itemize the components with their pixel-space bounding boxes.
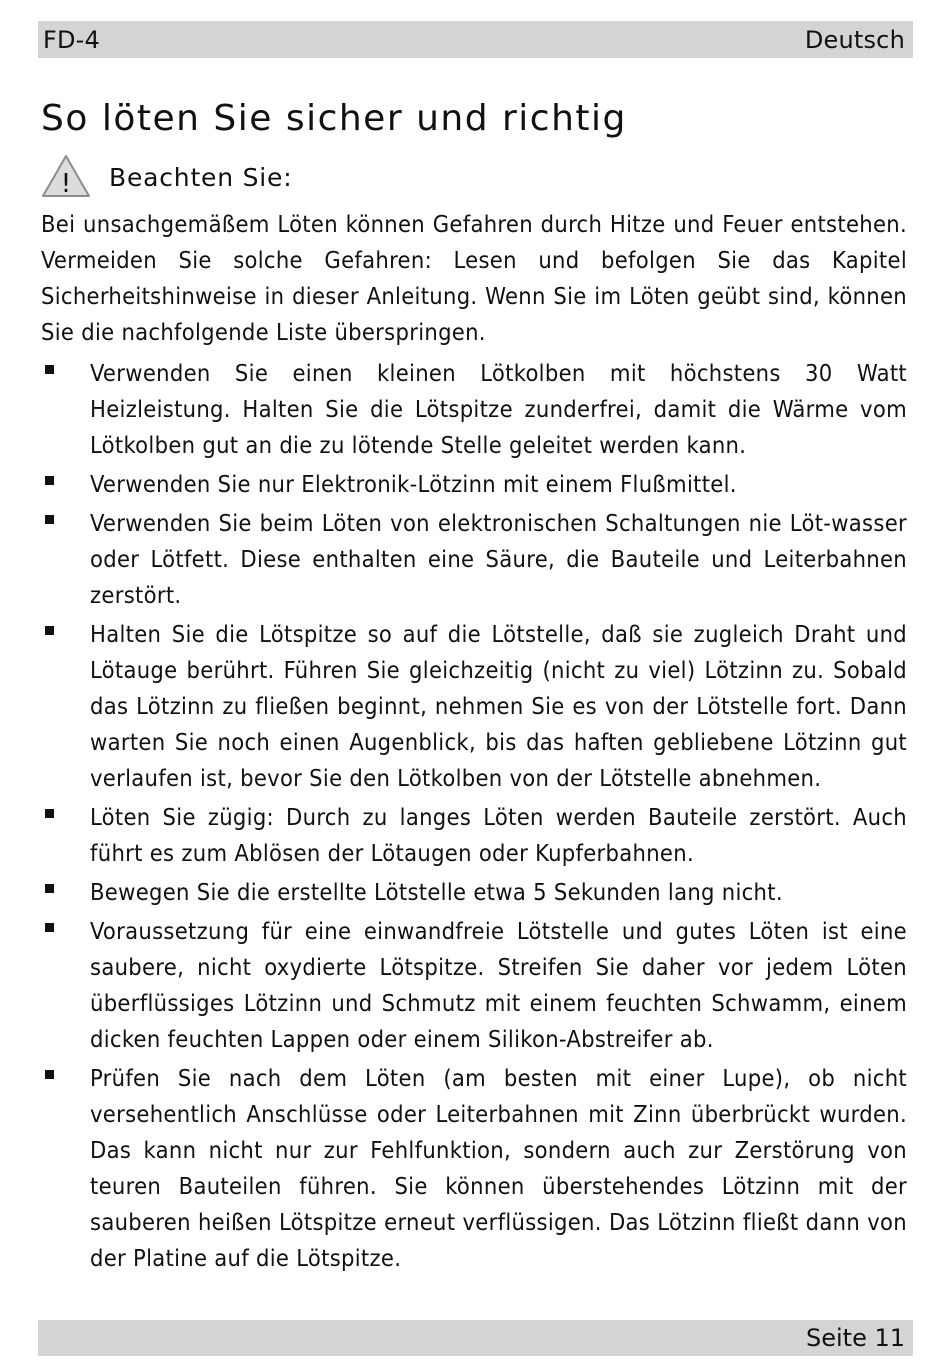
list-item-text: Voraussetzung für eine einwandfreie Lötstelle und gutes Löten ist eine saubere, nicht oxydierte Lötspitze. Streifen Sie daher vor jedem Löten überflüssiges Lötzinn und Schmutz mit einem feuchten Schwamm, einem dicken feuchten Lappen oder einem Silikon-Abstreifer ab. bbox=[90, 917, 907, 1053]
list-item bbox=[41, 466, 907, 502]
bullet-square-icon bbox=[45, 365, 54, 374]
notice-heading bbox=[41, 154, 292, 198]
list-item bbox=[41, 1060, 907, 1276]
bullet-square-icon bbox=[45, 626, 54, 635]
list-item-text: Verwenden Sie beim Löten von elektronischen Schaltungen nie Löt-wasser oder Lötfett. Diese enthalten eine Säure, die Bauteile und Leiterbahnen zerstört. bbox=[90, 509, 907, 609]
list-item-text: Verwenden Sie einen kleinen Lötkolben mit höchstens 30 Watt Heizleistung. Halten Sie die Lötspitze zunderfrei, damit die Wärme vom Lötkolben gut an die zu lötende Stelle geleitet werden kann. bbox=[90, 359, 907, 459]
bullet-square-icon bbox=[45, 809, 54, 818]
intro-paragraph: Bei unsachgemäßem Löten können Gefahren durch Hitze und Feuer entstehen. Vermeiden Sie solche Gefahren: Lesen und befolgen Sie das Kapitel Sicherheitshinweise in dieser Anleitung. Wenn Sie im Löten geübt sind, können Sie die nachfolgende Liste überspringen. bbox=[41, 210, 907, 346]
list-item-text: Prüfen Sie nach dem Löten (am besten mit einer Lupe), ob nicht versehentlich Anschlüsse oder Leiterbahnen mit Zinn überbrückt wurden. Das kann nicht nur zur Fehlfunktion, sondern auch zur Zerstörung von teuren Bauteilen führen. Sie können überstehendes Lötzinn mit der sauberen heißen Lötspitze erneut verflüssigen. Das Lötzinn fließt dann von der Platine auf die Lötspitze. bbox=[90, 1064, 907, 1272]
page-number: Seite 11 bbox=[805, 1324, 905, 1352]
list-item bbox=[41, 616, 907, 796]
list-item bbox=[41, 355, 907, 463]
list-item bbox=[41, 505, 907, 613]
language-label: Deutsch bbox=[804, 25, 905, 54]
bullet-square-icon bbox=[45, 923, 54, 932]
list-item bbox=[41, 799, 907, 871]
list-item-text: Bewegen Sie die erstellte Lötstelle etwa 5 Sekunden lang nicht. bbox=[90, 878, 783, 906]
instruction-list bbox=[41, 355, 907, 1276]
list-item bbox=[41, 874, 907, 910]
list-item-text: Löten Sie zügig: Durch zu langes Löten werden Bauteile zerstört. Auch führt es zum Ablösen der Lötaugen oder Kupferbahnen. bbox=[90, 803, 907, 867]
page-footer bbox=[38, 1320, 913, 1356]
list-item-text: Verwenden Sie nur Elektronik-Lötzinn mit einem Flußmittel. bbox=[90, 470, 737, 498]
bullet-square-icon bbox=[45, 515, 54, 524]
bullet-square-icon bbox=[45, 476, 54, 485]
list-item bbox=[41, 913, 907, 1057]
bullet-square-icon bbox=[45, 884, 54, 893]
page-title: So löten Sie sicher und richtig bbox=[41, 98, 627, 139]
warning-triangle-icon bbox=[41, 154, 91, 198]
list-item-text: Halten Sie die Lötspitze so auf die Lötstelle, daß sie zugleich Draht und Lötauge berührt. Führen Sie gleichzeitig (nicht zu viel) Lötzinn zu. Sobald das Lötzinn zu fließen beginnt, nehmen Sie es von der Lötstelle fort. Dann warten Sie noch einen Augenblick, bis das haften gebliebene Lötzinn gut verlaufen ist, bevor Sie den Lötkolben von der Lötstelle abnehmen. bbox=[90, 620, 907, 792]
notice-label: Beachten Sie: bbox=[109, 163, 293, 192]
main-content bbox=[41, 206, 907, 1279]
section-code: FD-4 bbox=[43, 25, 101, 54]
page-header bbox=[38, 21, 913, 58]
svg-text:!: ! bbox=[60, 169, 72, 198]
bullet-square-icon bbox=[45, 1070, 54, 1079]
